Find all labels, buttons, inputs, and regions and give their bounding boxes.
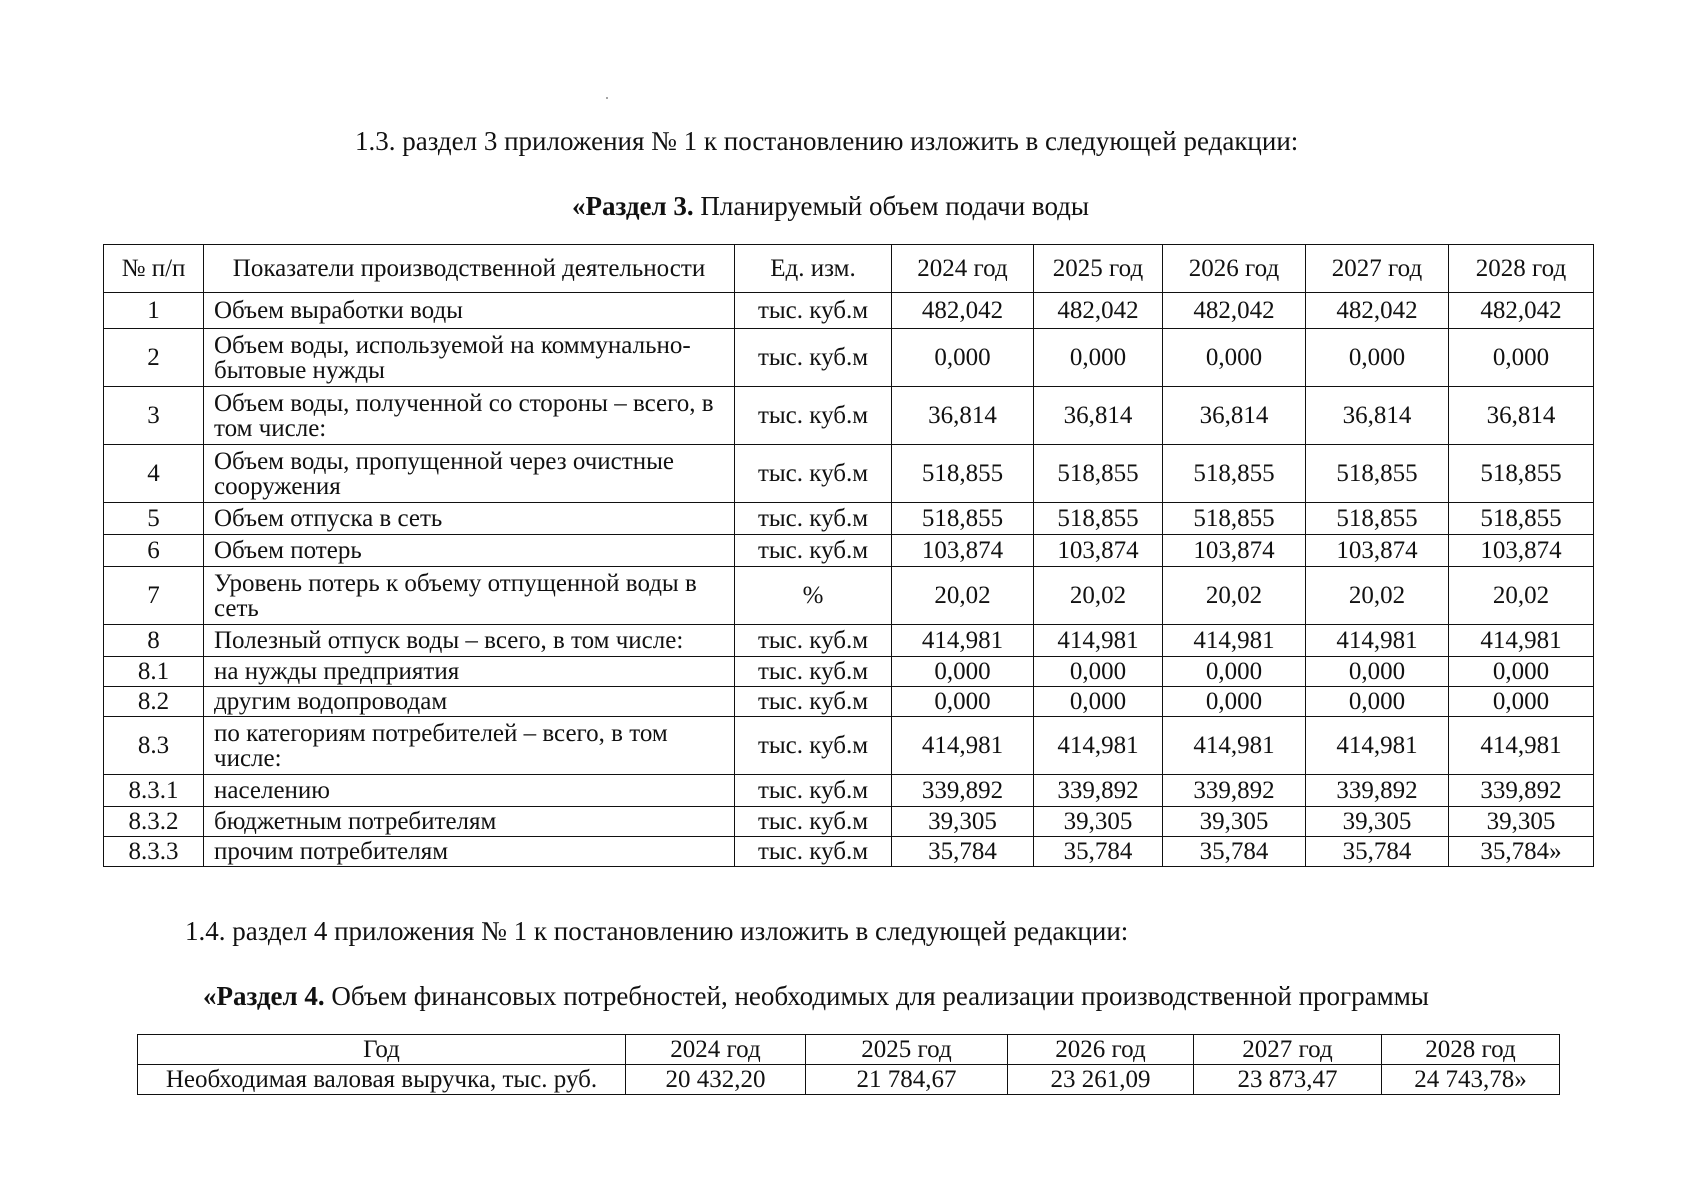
- value-cell: 0,000: [1034, 657, 1163, 687]
- row-number: 2: [104, 329, 204, 387]
- value-cell: 36,814: [1306, 387, 1449, 445]
- section3-title: [572, 193, 1089, 220]
- unit-cell: тыс. куб.м: [735, 445, 892, 503]
- value-cell: 482,042: [1449, 293, 1594, 329]
- indicator-name: Объем выработки воды: [204, 293, 735, 329]
- column-header: 2027 год: [1306, 245, 1449, 293]
- value-cell: 24 743,78»: [1382, 1065, 1560, 1095]
- scan-speck: [606, 97, 608, 99]
- value-cell: 39,305: [892, 807, 1034, 837]
- value-cell: 20,02: [892, 567, 1034, 625]
- value-cell: 414,981: [1449, 625, 1594, 657]
- row-number: 1: [104, 293, 204, 329]
- row-number: 8.3.1: [104, 775, 204, 807]
- indicator-name: Полезный отпуск воды – всего, в том числе:: [204, 625, 735, 657]
- section3-intro: 1.3. раздел 3 приложения № 1 к постановлению изложить в следующей редакции:: [355, 126, 1299, 156]
- section3-title-rest: Планируемый объем подачи воды: [693, 191, 1090, 221]
- row-number: 8.2: [104, 687, 204, 717]
- value-cell: 482,042: [1306, 293, 1449, 329]
- column-header: Год: [138, 1035, 626, 1065]
- table-header-row: [104, 245, 1594, 293]
- unit-cell: тыс. куб.м: [735, 775, 892, 807]
- indicator-name: бюджетным потребителям: [204, 807, 735, 837]
- value-cell: 414,981: [1306, 625, 1449, 657]
- value-cell: 23 873,47: [1194, 1065, 1382, 1095]
- value-cell: 518,855: [1306, 445, 1449, 503]
- value-cell: 339,892: [1449, 775, 1594, 807]
- indicator-name: другим водопроводам: [204, 687, 735, 717]
- unit-cell: тыс. куб.м: [735, 807, 892, 837]
- indicator-name: Уровень потерь к объему отпущенной воды в сеть: [204, 567, 735, 625]
- table-row: [104, 657, 1594, 687]
- value-cell: 39,305: [1163, 807, 1306, 837]
- value-cell: 339,892: [1306, 775, 1449, 807]
- value-cell: 35,784»: [1449, 837, 1594, 867]
- value-cell: 482,042: [1163, 293, 1306, 329]
- row-number: 5: [104, 503, 204, 535]
- value-cell: 35,784: [892, 837, 1034, 867]
- table-row: [104, 535, 1594, 567]
- value-cell: 0,000: [1449, 687, 1594, 717]
- table-row: [104, 503, 1594, 535]
- indicator-name: населению: [204, 775, 735, 807]
- value-cell: 518,855: [1034, 445, 1163, 503]
- unit-cell: тыс. куб.м: [735, 687, 892, 717]
- table-row: [104, 775, 1594, 807]
- value-cell: 35,784: [1163, 837, 1306, 867]
- unit-cell: тыс. куб.м: [735, 535, 892, 567]
- row-number: 6: [104, 535, 204, 567]
- value-cell: 0,000: [1449, 657, 1594, 687]
- section3-title-bold: «Раздел 3.: [572, 191, 694, 221]
- unit-cell: %: [735, 567, 892, 625]
- value-cell: 0,000: [1034, 687, 1163, 717]
- value-cell: 0,000: [1306, 657, 1449, 687]
- value-cell: 36,814: [1449, 387, 1594, 445]
- value-cell: 20 432,20: [626, 1065, 806, 1095]
- row-number: 8.3.2: [104, 807, 204, 837]
- row-number: 3: [104, 387, 204, 445]
- value-cell: 414,981: [1449, 717, 1594, 775]
- table-row: [104, 329, 1594, 387]
- section4-title: [203, 983, 1429, 1010]
- value-cell: 36,814: [1163, 387, 1306, 445]
- column-header: 2028 год: [1449, 245, 1594, 293]
- table-row: [104, 445, 1594, 503]
- row-number: 7: [104, 567, 204, 625]
- value-cell: 518,855: [1449, 503, 1594, 535]
- value-cell: 103,874: [892, 535, 1034, 567]
- value-cell: 103,874: [1163, 535, 1306, 567]
- value-cell: 0,000: [892, 657, 1034, 687]
- value-cell: 35,784: [1306, 837, 1449, 867]
- indicator-name: Объем воды, полученной со стороны – всего, в том числе:: [204, 387, 735, 445]
- table-row: [104, 625, 1594, 657]
- value-cell: 0,000: [1306, 329, 1449, 387]
- indicator-name: Объем потерь: [204, 535, 735, 567]
- value-cell: 39,305: [1306, 807, 1449, 837]
- value-cell: 23 261,09: [1008, 1065, 1194, 1095]
- section4-intro: 1.4. раздел 4 приложения № 1 к постановлению изложить в следующей редакции:: [185, 916, 1129, 946]
- row-number: 8.1: [104, 657, 204, 687]
- value-cell: 103,874: [1034, 535, 1163, 567]
- value-cell: 0,000: [1163, 657, 1306, 687]
- value-cell: 36,814: [892, 387, 1034, 445]
- column-header: 2024 год: [892, 245, 1034, 293]
- indicator-name: Объем воды, используемой на коммунально-бытовые нужды: [204, 329, 735, 387]
- indicator-name: на нужды предприятия: [204, 657, 735, 687]
- row-number: 8.3: [104, 717, 204, 775]
- value-cell: 20,02: [1449, 567, 1594, 625]
- table-header-row: [138, 1035, 1560, 1065]
- indicator-name: Объем отпуска в сеть: [204, 503, 735, 535]
- value-cell: 0,000: [892, 329, 1034, 387]
- unit-cell: тыс. куб.м: [735, 387, 892, 445]
- column-header: 2024 год: [626, 1035, 806, 1065]
- value-cell: 0,000: [1163, 687, 1306, 717]
- value-cell: 482,042: [1034, 293, 1163, 329]
- unit-cell: тыс. куб.м: [735, 293, 892, 329]
- row-number: 8: [104, 625, 204, 657]
- table-row: [104, 807, 1594, 837]
- section4-title-bold: «Раздел 4.: [203, 981, 325, 1011]
- value-cell: 518,855: [1163, 445, 1306, 503]
- value-cell: 482,042: [892, 293, 1034, 329]
- value-cell: 414,981: [1306, 717, 1449, 775]
- column-header: Ед. изм.: [735, 245, 892, 293]
- column-header: 2027 год: [1194, 1035, 1382, 1065]
- value-cell: 39,305: [1034, 807, 1163, 837]
- financial-needs-table: [137, 1034, 1560, 1095]
- value-cell: 20,02: [1306, 567, 1449, 625]
- unit-cell: тыс. куб.м: [735, 717, 892, 775]
- column-header: 2025 год: [806, 1035, 1008, 1065]
- value-cell: 414,981: [1034, 717, 1163, 775]
- section4-title-rest: Объем финансовых потребностей, необходимых для реализации производственной программы: [324, 981, 1429, 1011]
- value-cell: 518,855: [1163, 503, 1306, 535]
- unit-cell: тыс. куб.м: [735, 625, 892, 657]
- value-cell: 518,855: [892, 445, 1034, 503]
- unit-cell: тыс. куб.м: [735, 503, 892, 535]
- value-cell: 339,892: [892, 775, 1034, 807]
- value-cell: 21 784,67: [806, 1065, 1008, 1095]
- indicator-name: Объем воды, пропущенной через очистные сооружения: [204, 445, 735, 503]
- value-cell: 518,855: [1449, 445, 1594, 503]
- unit-cell: тыс. куб.м: [735, 837, 892, 867]
- value-cell: 414,981: [1163, 717, 1306, 775]
- column-header: 2028 год: [1382, 1035, 1560, 1065]
- column-header: 2026 год: [1008, 1035, 1194, 1065]
- indicator-name: по категориям потребителей – всего, в том числе:: [204, 717, 735, 775]
- column-header: 2026 год: [1163, 245, 1306, 293]
- column-header: Показатели производственной деятельности: [204, 245, 735, 293]
- value-cell: 339,892: [1034, 775, 1163, 807]
- table-row: [104, 567, 1594, 625]
- unit-cell: тыс. куб.м: [735, 657, 892, 687]
- value-cell: 339,892: [1163, 775, 1306, 807]
- table-row: [104, 687, 1594, 717]
- value-cell: 20,02: [1163, 567, 1306, 625]
- value-cell: 0,000: [1306, 687, 1449, 717]
- value-cell: 414,981: [892, 717, 1034, 775]
- value-cell: 414,981: [892, 625, 1034, 657]
- table-row: [138, 1065, 1560, 1095]
- value-cell: 0,000: [1449, 329, 1594, 387]
- value-cell: 518,855: [1034, 503, 1163, 535]
- column-header: 2025 год: [1034, 245, 1163, 293]
- value-cell: 103,874: [1449, 535, 1594, 567]
- value-cell: 20,02: [1034, 567, 1163, 625]
- value-cell: 518,855: [1306, 503, 1449, 535]
- row-label: Необходимая валовая выручка, тыс. руб.: [138, 1065, 626, 1095]
- table-row: [104, 387, 1594, 445]
- value-cell: 0,000: [1163, 329, 1306, 387]
- value-cell: 0,000: [892, 687, 1034, 717]
- table-row: [104, 717, 1594, 775]
- column-header: № п/п: [104, 245, 204, 293]
- value-cell: 414,981: [1034, 625, 1163, 657]
- value-cell: 36,814: [1034, 387, 1163, 445]
- value-cell: 518,855: [892, 503, 1034, 535]
- water-supply-table: [103, 244, 1594, 867]
- table-row: [104, 293, 1594, 329]
- row-number: 8.3.3: [104, 837, 204, 867]
- value-cell: 35,784: [1034, 837, 1163, 867]
- value-cell: 103,874: [1306, 535, 1449, 567]
- value-cell: 414,981: [1163, 625, 1306, 657]
- unit-cell: тыс. куб.м: [735, 329, 892, 387]
- value-cell: 0,000: [1034, 329, 1163, 387]
- table-row: [104, 837, 1594, 867]
- row-number: 4: [104, 445, 204, 503]
- indicator-name: прочим потребителям: [204, 837, 735, 867]
- value-cell: 39,305: [1449, 807, 1594, 837]
